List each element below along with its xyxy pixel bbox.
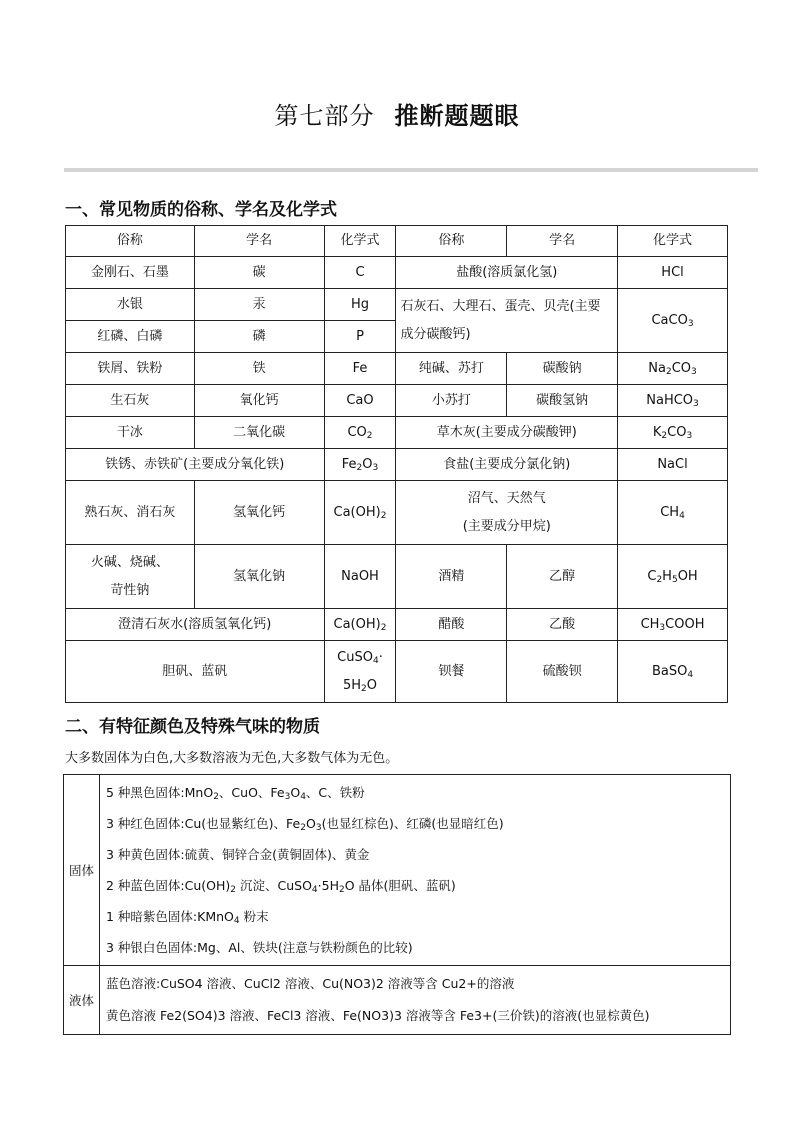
common-name bbox=[66, 545, 195, 609]
scientific-name: 碳酸氢钠 bbox=[507, 385, 618, 417]
table-row bbox=[66, 289, 728, 321]
table-row bbox=[66, 481, 728, 545]
table-row bbox=[66, 353, 728, 385]
common-name: 生石灰 bbox=[66, 385, 195, 417]
common-name: 酒精 bbox=[396, 545, 507, 609]
scientific-name: 铁 bbox=[194, 353, 324, 385]
list-item: 1 种暗紫色固体:KMnO$_4$ 粉末 bbox=[106, 909, 269, 926]
solid-row bbox=[64, 775, 731, 966]
title-topic: 推断题题眼 bbox=[394, 102, 520, 130]
table-row bbox=[66, 417, 728, 449]
title-divider bbox=[64, 168, 758, 172]
list-item: 2 种蓝色固体$:Cu(OH)_2$ 沉淀、$CuSO_4\cdot 5H_2O$ 晶体(胆矾、蓝矾) bbox=[106, 878, 456, 895]
table-row bbox=[66, 257, 728, 289]
section2-intro: 大多数固体为白色,大多数溶液为无色,大多数气体为无色。 bbox=[65, 751, 399, 766]
common-name: 盐酸(溶质氯化氢) bbox=[396, 257, 618, 289]
formula: CaO bbox=[324, 385, 396, 417]
section2-heading: 二、有特征颜色及特殊气味的物质 bbox=[65, 717, 320, 737]
scientific-name: 碳 bbox=[194, 257, 324, 289]
formula: Fe bbox=[324, 353, 396, 385]
formula bbox=[324, 641, 396, 703]
formula: P bbox=[324, 321, 396, 353]
names-formula-table bbox=[65, 225, 728, 703]
header-cell: 学名 bbox=[507, 226, 618, 257]
section1-heading: 一、常见物质的俗称、学名及化学式 bbox=[65, 200, 337, 220]
formula: Hg bbox=[324, 289, 396, 321]
list-item: 蓝色溶液:CuSO4 溶液、CuCl2 溶液、Cu(NO3)2 溶液等含 Cu2+的溶液 bbox=[106, 976, 515, 991]
table-row bbox=[66, 545, 728, 609]
formula-line: CuSO$_4$· bbox=[337, 649, 383, 666]
list-item: 3 种银白色固体:Mg、Al、铁块(注意与铁粉颜色的比较) bbox=[106, 940, 413, 955]
list-item: 5 种黑色固体:MnO$_2$、CuO、$Fe_3O_4$、C、铁粉 bbox=[106, 785, 365, 802]
scientific-name: 硫酸钡 bbox=[507, 641, 618, 703]
header-cell: 学名 bbox=[194, 226, 324, 257]
common-name-line: 火碱、烧碱、 bbox=[90, 554, 169, 570]
common-name: 钡餐 bbox=[396, 641, 507, 703]
common-name: 草木灰(主要成分碳酸钾) bbox=[396, 417, 618, 449]
formula: BaSO$_4$ bbox=[618, 641, 728, 703]
formula: $CH_4$ bbox=[618, 481, 728, 545]
common-name: 铁锈、赤铁矿(主要成分氧化铁) bbox=[66, 449, 325, 481]
common-name: 纯碱、苏打 bbox=[396, 353, 507, 385]
common-name: 澄清石灰水(溶质氢氧化钙) bbox=[66, 609, 325, 641]
header-cell: 化学式 bbox=[618, 226, 728, 257]
header-cell: 俗称 bbox=[396, 226, 507, 257]
formula: HCl bbox=[618, 257, 728, 289]
formula: $Na_2CO_3$ bbox=[618, 353, 728, 385]
common-name bbox=[396, 481, 618, 545]
formula: $C_2H_5OH$ bbox=[618, 545, 728, 609]
list-item: 3 种黄色固体:硫黄、铜锌合金(黄铜固体)、黄金 bbox=[106, 847, 370, 862]
title-part: 第七部分 bbox=[274, 102, 375, 130]
common-name: 铁屑、铁粉 bbox=[66, 353, 195, 385]
scientific-name: 乙醇 bbox=[507, 545, 618, 609]
solid-lines bbox=[100, 775, 731, 966]
table-header-row bbox=[66, 226, 728, 257]
formula-line: $5H_2O$ bbox=[342, 677, 377, 694]
common-name: 干冰 bbox=[66, 417, 195, 449]
common-name: 食盐(主要成分氯化钠) bbox=[396, 449, 618, 481]
table-row bbox=[66, 385, 728, 417]
liquid-row bbox=[64, 966, 731, 1035]
scientific-name: 氢氧化钠 bbox=[194, 545, 324, 609]
liquid-lines bbox=[100, 966, 731, 1035]
formula: NaOH bbox=[324, 545, 396, 609]
common-name-line: 苛性钠 bbox=[110, 582, 150, 598]
common-name: 醋酸 bbox=[396, 609, 507, 641]
scientific-name: 乙酸 bbox=[507, 609, 618, 641]
common-name: 熟石灰、消石灰 bbox=[66, 481, 195, 545]
common-name: 石灰石、大理石、蛋壳、贝壳(主要成分碳酸钙) bbox=[396, 289, 618, 353]
common-name-line: 沼气、天然气 bbox=[467, 490, 546, 506]
formula: $Ca(OH)_2$ bbox=[324, 481, 396, 545]
common-name-line: (主要成分甲烷) bbox=[462, 518, 551, 534]
common-name: 红磷、白磷 bbox=[66, 321, 195, 353]
header-cell: 化学式 bbox=[324, 226, 396, 257]
solid-label: 固体 bbox=[64, 775, 100, 966]
page-title bbox=[0, 96, 794, 131]
formula: $Ca(OH)_2$ bbox=[324, 609, 396, 641]
scientific-name: 磷 bbox=[194, 321, 324, 353]
table-row bbox=[66, 609, 728, 641]
common-name: 金刚石、石墨 bbox=[66, 257, 195, 289]
common-name: 小苏打 bbox=[396, 385, 507, 417]
scientific-name: 氢氧化钙 bbox=[194, 481, 324, 545]
table-row bbox=[66, 641, 728, 703]
formula: $Fe_2O_3$ bbox=[324, 449, 396, 481]
list-item: 黄色溶液 Fe2(SO4)3 溶液、FeCl3 溶液、Fe(NO3)3 溶液等含 Fe3+(三价铁)的溶液(也显棕黄色) bbox=[106, 1008, 650, 1023]
list-item: 3 种红色固体:Cu(也显紫红色)、$Fe_2O_3$(也显红棕色)、红磷(也显暗红色) bbox=[106, 816, 504, 833]
scientific-name: 氧化钙 bbox=[194, 385, 324, 417]
formula: CaCO$_3$ bbox=[618, 289, 728, 353]
color-table bbox=[63, 774, 731, 1035]
header-cell: 俗称 bbox=[66, 226, 195, 257]
formula: NaCl bbox=[618, 449, 728, 481]
formula: $CO_2$ bbox=[324, 417, 396, 449]
scientific-name: 二氧化碳 bbox=[194, 417, 324, 449]
formula: C bbox=[324, 257, 396, 289]
scientific-name: 碳酸钠 bbox=[507, 353, 618, 385]
formula: $K_2CO_3$ bbox=[618, 417, 728, 449]
formula: $CH_3COOH$ bbox=[618, 609, 728, 641]
liquid-label: 液体 bbox=[64, 966, 100, 1035]
scientific-name: 汞 bbox=[194, 289, 324, 321]
formula: NaHCO$_3$ bbox=[618, 385, 728, 417]
table-row bbox=[66, 449, 728, 481]
common-name: 水银 bbox=[66, 289, 195, 321]
common-name: 胆矾、蓝矾 bbox=[66, 641, 325, 703]
